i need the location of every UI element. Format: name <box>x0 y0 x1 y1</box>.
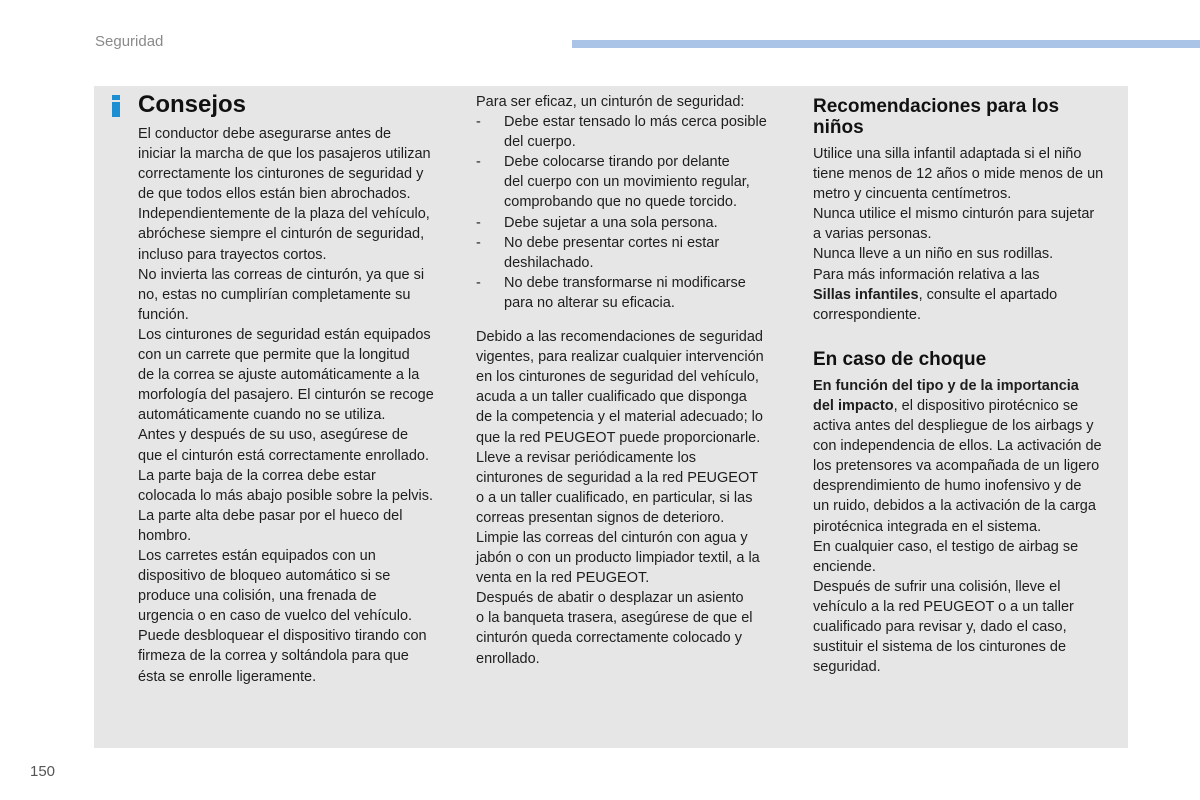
line-text: No debe presentar cortes ni estar <box>504 234 720 251</box>
line-text: deshilachado. <box>504 254 594 271</box>
line-text: que la red PEUGEOT puede proporcionarle. <box>476 429 761 446</box>
bullet-dash: - <box>476 114 481 131</box>
text-line <box>476 588 767 608</box>
line-text: automáticamente cuando no se utiliza. <box>138 407 386 424</box>
line-text: en los cinturones de seguridad del vehículo, <box>476 369 759 386</box>
text-line <box>813 376 1103 396</box>
text-line <box>476 387 767 407</box>
text-line <box>138 586 434 606</box>
text-line <box>476 293 767 313</box>
text-line <box>813 416 1103 436</box>
line-text: Después de abatir o desplazar un asiento <box>476 590 744 607</box>
line-text: metro y cincuenta centímetros. <box>813 186 1012 203</box>
text-line <box>138 305 434 325</box>
line-text: , el dispositivo pirotécnico se <box>893 397 1079 414</box>
bullet-dash: - <box>476 234 481 251</box>
line-text: a varias personas. <box>813 226 932 243</box>
text-line <box>138 164 434 184</box>
line-text: acuda a un taller cualificado que disponga <box>476 389 747 406</box>
text-line <box>813 436 1103 456</box>
text-line <box>138 204 434 224</box>
text-line <box>138 385 434 405</box>
line-text: Debe estar tensado lo más cerca posible <box>504 114 767 131</box>
text-line <box>813 396 1103 416</box>
line-text: iniciar la marcha de que los pasajeros utilizan <box>138 146 431 163</box>
text-line <box>476 488 767 508</box>
line-text: de que todos ellos están bien abrochados. <box>138 186 411 203</box>
text-line <box>476 568 767 588</box>
bullet-item <box>476 233 767 253</box>
text-line <box>138 144 434 164</box>
line-text: enciende. <box>813 558 876 575</box>
text-line <box>476 448 767 468</box>
line-text: correspondiente. <box>813 306 922 323</box>
line-text: de la correa se ajuste automáticamente a la <box>138 367 420 384</box>
text-line <box>476 649 767 669</box>
line-text: Debe sujetar a una sola persona. <box>504 214 718 231</box>
bullet-item <box>476 213 767 233</box>
ninos-title: Recomendaciones para los niños <box>813 96 1060 138</box>
text-line <box>138 446 434 466</box>
bold-term: del impacto <box>813 397 894 414</box>
text-line <box>138 285 434 305</box>
text-line <box>476 192 767 212</box>
column-consejos <box>138 89 434 687</box>
line-text: hombro. <box>138 527 192 544</box>
line-text: Para ser eficaz, un cinturón de seguridad: <box>476 94 745 110</box>
text-line <box>138 466 434 486</box>
line-text: Nunca lleve a un niño en sus rodillas. <box>813 246 1054 263</box>
line-text: o la banqueta trasera, asegúrese de que el <box>476 610 753 627</box>
text-line <box>476 367 767 387</box>
section-header: Seguridad <box>95 33 164 50</box>
line-text: firmeza de la correa y soltándola para que <box>138 648 409 665</box>
line-text: ésta se enrolle ligeramente. <box>138 668 317 685</box>
line-text: cinturones de seguridad a la red PEUGEOT <box>476 469 759 486</box>
line-text: En cualquier caso, el testigo de airbag se <box>813 538 1079 555</box>
text-line <box>813 597 1103 617</box>
text-line <box>138 667 434 687</box>
line-text: no, estas no cumplirían completamente su <box>138 286 411 303</box>
line-text: Antes y después de su uso, asegúrese de <box>138 427 409 444</box>
text-line <box>138 224 434 244</box>
text-line <box>138 124 434 144</box>
text-line <box>138 606 434 626</box>
line-text: jabón o con un producto limpiador textil, a la <box>476 550 760 567</box>
text-line <box>476 327 767 347</box>
line-text: o a un taller cualificado, en particular, si las <box>476 489 753 506</box>
line-text: dispositivo de bloqueo automático si se <box>138 568 391 585</box>
bullet-dash: - <box>476 154 481 171</box>
text-line <box>476 132 767 152</box>
text-line <box>813 617 1103 637</box>
text-line <box>813 265 1103 285</box>
line-text: Utilice una silla infantil adaptada si el niño <box>813 146 1082 162</box>
text-line <box>813 476 1103 496</box>
text-line <box>476 253 767 273</box>
line-text: de la competencia y el material adecuado; lo <box>476 409 763 426</box>
text-line <box>476 548 767 568</box>
bullet-dash: - <box>476 274 481 291</box>
line-text: correas presentan signos de deterioro. <box>476 509 725 526</box>
text-line <box>138 646 434 666</box>
text-line <box>813 144 1103 164</box>
bold-term: En función del tipo y de la importancia <box>813 377 1079 394</box>
line-text: desprendimiento de humo inofensivo y de <box>813 478 1082 495</box>
line-text: pirotécnica integrada en el sistema. <box>813 518 1042 535</box>
text-line <box>813 204 1103 224</box>
text-line <box>138 345 434 365</box>
text-line <box>813 657 1103 677</box>
line-text: produce una colisión, una frenada de <box>138 588 377 605</box>
text-line <box>138 265 434 285</box>
text-line <box>476 528 767 548</box>
text-line <box>813 537 1103 557</box>
bullet-dash: - <box>476 214 481 231</box>
text-line <box>138 245 434 265</box>
line-text: No invierta las correas de cinturón, ya que si <box>138 266 425 283</box>
line-text: comprobando que no quede torcido. <box>504 194 737 211</box>
text-line <box>813 577 1103 597</box>
text-line <box>476 508 767 528</box>
line-text: un ruido, debidos a la activación de la carga <box>813 498 1096 515</box>
text-line <box>813 557 1103 577</box>
text-line <box>138 365 434 385</box>
line-text: Lleve a revisar periódicamente los <box>476 449 697 466</box>
line-text: Limpie las correas del cinturón con agua y <box>476 529 748 546</box>
line-text: , consulte el apartado <box>918 286 1058 303</box>
line-text: venta en la red PEUGEOT. <box>476 570 650 587</box>
line-text: morfología del pasajero. El cinturón se recoge <box>138 387 434 404</box>
line-text: vehículo a la red PEUGEOT o a un taller <box>813 598 1074 615</box>
text-line <box>813 244 1103 264</box>
line-text: correctamente los cinturones de seguridad y <box>138 166 424 183</box>
line-text: función. <box>138 306 189 323</box>
line-text: incluso para trayectos cortos. <box>138 246 327 263</box>
page-number: 150 <box>30 763 56 780</box>
consejos-title: Consejos <box>138 91 247 118</box>
text-line <box>813 496 1103 516</box>
text-line <box>476 172 767 192</box>
line-text: Puede desbloquear el dispositivo tirando con <box>138 628 427 645</box>
line-text: del cuerpo con un movimiento regular, <box>504 174 750 191</box>
text-line <box>813 285 1103 305</box>
text-line <box>813 164 1103 184</box>
line-text: Para más información relativa a las <box>813 266 1040 283</box>
bullet-item <box>476 273 767 293</box>
line-text: seguridad. <box>813 659 881 676</box>
line-text: Nunca utilice el mismo cinturón para sujetar <box>813 206 1095 223</box>
line-text: No debe transformarse ni modificarse <box>504 274 746 291</box>
line-text: Los cinturones de seguridad están equipados <box>138 326 431 343</box>
line-text: con independencia de ellos. La activación de <box>813 438 1102 455</box>
column-ninos-choque <box>813 96 1103 677</box>
line-text: sustituir el sistema de los cinturones de <box>813 639 1067 656</box>
text-line <box>476 407 767 427</box>
text-line <box>476 347 767 367</box>
line-text: con un carrete que permite que la longitud <box>138 347 410 364</box>
line-text: vigentes, para realizar cualquier intervención <box>476 349 764 366</box>
line-text: para no alterar su eficacia. <box>504 294 675 311</box>
text-line <box>813 224 1103 244</box>
text-line <box>138 526 434 546</box>
text-line <box>813 456 1103 476</box>
line-text: activa antes del despliegue de los airbags y <box>813 418 1094 435</box>
column-cinturon <box>476 92 767 669</box>
bold-term: Sillas infantiles <box>813 286 919 303</box>
text-line <box>138 405 434 425</box>
line-text: tiene menos de 12 años o mide menos de un <box>813 166 1104 183</box>
bullet-item <box>476 152 767 172</box>
line-text: cualificado para revisar y, dado el caso, <box>813 618 1067 635</box>
text-line <box>813 637 1103 657</box>
line-text: Después de sufrir una colisión, lleve el <box>813 578 1061 595</box>
text-line <box>138 506 434 526</box>
text-line <box>476 428 767 448</box>
text-line <box>138 486 434 506</box>
line-text: El conductor debe asegurarse antes de <box>138 126 392 142</box>
paragraph-gap <box>476 313 767 327</box>
text-line <box>138 546 434 566</box>
text-line <box>138 325 434 345</box>
line-text: abróchese siempre el cinturón de seguridad, <box>138 226 425 243</box>
choque-title: En caso de choque <box>813 348 987 370</box>
line-text: Debe colocarse tirando por delante <box>504 154 730 171</box>
line-text: La parte alta debe pasar por el hueco del <box>138 507 403 524</box>
line-text: enrollado. <box>476 650 540 667</box>
text-line <box>138 566 434 586</box>
text-line <box>813 305 1103 325</box>
text-line <box>813 517 1103 537</box>
line-text: Independientemente de la plaza del vehículo, <box>138 206 430 223</box>
line-text: urgencia o en caso de vuelco del vehículo. <box>138 608 413 625</box>
line-text: cinturón queda correctamente colocado y <box>476 630 742 647</box>
text-line <box>476 92 767 112</box>
header-bar <box>572 40 1200 48</box>
text-line <box>476 628 767 648</box>
text-line <box>813 184 1103 204</box>
bullet-item <box>476 112 767 132</box>
line-text: los pretensores va acompañada de un ligero <box>813 458 1100 475</box>
line-text: Los carretes están equipados con un <box>138 547 376 564</box>
line-text: que el cinturón está correctamente enrollado. <box>138 447 429 464</box>
line-text: colocada lo más abajo posible sobre la pelvis. <box>138 487 434 504</box>
text-line <box>138 425 434 445</box>
line-text: Debido a las recomendaciones de seguridad <box>476 329 763 346</box>
text-line <box>476 608 767 628</box>
info-icon <box>112 95 120 117</box>
text-line <box>476 468 767 488</box>
line-text: La parte baja de la correa debe estar <box>138 467 376 484</box>
line-text: del cuerpo. <box>504 134 576 151</box>
text-line <box>138 626 434 646</box>
text-line <box>138 184 434 204</box>
